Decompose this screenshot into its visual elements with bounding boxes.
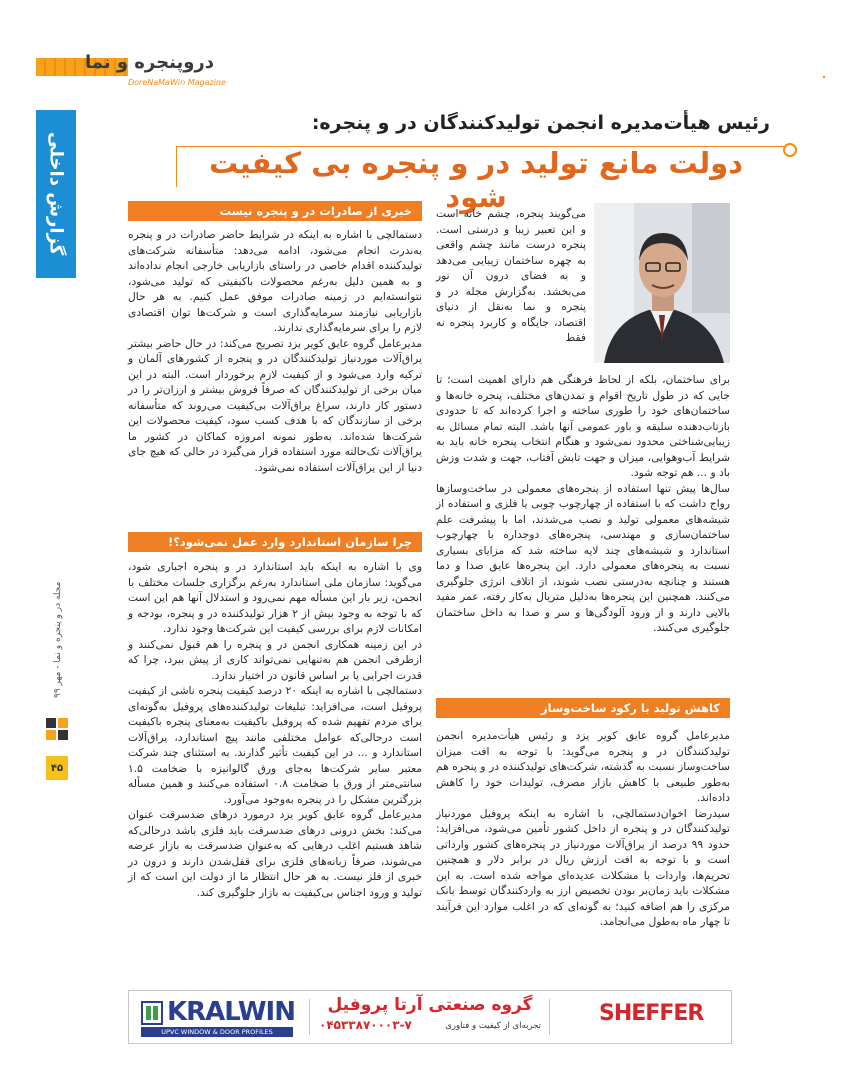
right-column-section <box>436 728 730 930</box>
paragraph: دستمالچی با اشاره به اینکه ۲۰ درصد کیفیت پنجره ناشی از کیفیت پروفیل است، می‌افزاید: تبلیغات تولیدکننده‌های پروفیل به‌گونه‌ای برای مردم تفهیم شده که پروفیل باکیفیت به‌معنای پنجره باکیفیت است درحالی‌که عوامل مختلفی مانند پیچ استاندارد، یراق‌آلات استاندارد و ... در این کیفیت تأثیر گذارند. به استثنای چند شرکت معتبر سایر شرکت‌ها به‌جای ورق گالوانیزه با ضخامت ۱.۵ سانتی‌متر از ورق با ضخامت ۰.۸ استفاده می‌کنند و همین مسأله بزرگترین مشکل را در پنجره به‌وجود می‌آورد. <box>128 684 422 806</box>
kralwin-name: KRALWIN <box>167 997 295 1027</box>
portrait-photo <box>594 203 730 363</box>
corner-mark <box>823 76 825 78</box>
ad-company-name: گروه صنعتی آرتا پروفیل <box>327 995 533 1015</box>
page-number: ۴۵ <box>46 756 68 780</box>
paragraph: مدیرعامل گروه عایق کویر یزد و رئیس هیأت‌مدیره انجمن تولیدکنندگان در و پنجره می‌گوید: با توجه به افت میزان ساخت‌وساز نسبت به گذشته، شرکت‌های تولیدکننده در و پنجره هم به‌طور طبیعی با کاهش بازار مصرف، تولیدات خود را کاهش داده‌اند. <box>436 729 730 804</box>
kralwin-logo <box>141 997 293 1037</box>
ad-phone: ۰۴۵۳۳۸۷۰۰۰۳-۷ <box>319 1018 412 1032</box>
left-column-section-1 <box>128 227 422 475</box>
paragraph: برای ساختمان، بلکه از لحاظ فرهنگی هم دارای اهمیت است؛ تا جایی که در طول تاریخ اقوام و تمدن‌های مختلف، پنجره خانه‌ها و ساختمان‌های خود را طوری ساخته و اجرا کرده‌اند که تا حدودی بازتاب‌دهنده سلیقه و باور عمومی آنها باشد. البته تمام مسائل به زیبایی‌شناختی محدود نمی‌شود و هنگام انتخاب پنجره خانه باید به شرایط آب‌وهوایی، میزان و جهت تابش آفتاب، جهت و شدت وزش باد و ... هم توجه شود. <box>436 373 730 479</box>
right-column-body <box>436 372 730 636</box>
left-column-section-2 <box>128 559 422 900</box>
paragraph: وی با اشاره به اینکه باید استاندارد در و پنجره اجباری شود، می‌گوید: سازمان ملی استاندارد به‌رغم برگزاری جلسات مختلف با انجمن، زیر بار این مسأله مهم نمی‌رود و استدلال آنها هم این است که با توجه به وجود بیش از ۲ هزار تولیدکننده در و پنجره، بودجه و امکانات لازم برای بررسی کیفیت این شرکت‌ها وجود ندارد. <box>128 560 422 635</box>
paragraph: مدیرعامل گروه عایق کویر یزد تصریح می‌کند: در حال حاضر بیشتر یراق‌آلات موردنیاز تولیدکنندگان در و پنجره از کشورهای آلمان و ترکیه وارد می‌شود و از کیفیت لازم برخوردار است. البته در این میان برخی از تولیدکنندگان که صرفاً فروش بیشتر و ارزان‌تر را در دستور کار دارند، سراغ یراق‌آلات بی‌کیفیت می‌روند که متأسفانه برخی از سازندگان که با هدف کسب سود، کیفیت محصولات این شرکت‌ها شده‌اند. به‌طور نمونه امروزه کماکان در کشور ما یراق‌آلات تک‌حالته مورد استفاده قرار می‌گیرد در حالی که هیچ جای دنیا از این یراق‌آلات استفاده نمی‌شود. <box>128 336 422 474</box>
paragraph: سیدرضا اخوان‌دستمالچی، با اشاره به اینکه پروفیل موردنیاز تولیدکنندگان در و پنجره از داخل کشور تأمین می‌شود، می‌افزاید: حدود ۹۹ درصد از یراق‌آلات موردنیاز در پنجره‌های کشور وارداتی است و با توجه به افت ارزش ریال در برابر دلار و همچنین تحریم‌ها، واردات با مشکلات عدیده‌ای مواجه شده است. به این مشکلات باید زمان‌بر بودن تخصیص ارز به واردکنندگان توسط بانک مرکزی را هم اضافه کنید؛ به گونه‌ای که در اغلب موارد این فرآیند تا چهار ماه به‌طول می‌انجامد. <box>436 806 730 928</box>
paragraph: دستمالچی با اشاره به اینکه در شرایط حاضر صادرات در و پنجره به‌ندرت انجام می‌شود، ادامه می‌دهد: متأسفانه شرکت‌های تولیدکننده اقدام خاصی در راستای بازاریابی خارجی انجام نداده‌اند و به همین دلیل به‌رغم محصولات باکیفیتی که تولید می‌شود، نتوانسته‌ایم در زمینه صادرات موفق عمل کنیم. به هر حال بازاریابی نیازمند سرمایه‌گذاری است و شرکت‌ها توان اقتصادی لازم را برای سرمایه‌گذاری ندارند. <box>128 228 422 334</box>
paragraph: در این زمینه همکاری انجمن در و پنجره را هم قبول نمی‌کنند و ازطرفی انجمن هم به‌تنهایی نمی‌تواند کاری از پیش ببرد، چرا که قدرت اجرایی یا بر اساس قانون در اختیار ندارد. <box>128 637 422 682</box>
paragraph: مدیرعامل گروه عایق کویر یزد درمورد درهای ضدسرقت عنوان می‌کند: بخش درونی درهای ضدسرقت باید فلزی باشد درحالی‌که شاهد هستیم اغلب درهایی که به‌عنوان ضدسرقت به بازار عرضه می‌شوند، صرفاً زبانه‌های فلزی برای قفل‌شدن دارند و درون در خبری از فلز نیست. به هر حال انتظار ما از دولت این است که از تولید و ورود اجناس بی‌کیفیت به بازار جلوگیری کند. <box>128 808 422 899</box>
ad-divider <box>309 999 310 1035</box>
section-heading: کاهش تولید با رکود ساخت‌وساز <box>436 698 730 718</box>
ad-divider <box>549 999 550 1035</box>
section-heading: چرا سازمان استاندارد وارد عمل نمی‌شود؟! <box>128 532 422 552</box>
section-strip <box>36 110 76 278</box>
kralwin-strip: UPVC WINDOW & DOOR PROFILES <box>141 1027 293 1037</box>
magazine-issue-info: مجله در و پنجره و نما - مهر ۹۹ <box>53 581 63 699</box>
kralwin-mark-icon <box>141 1001 163 1025</box>
section-label: گزارش داخلی <box>45 132 67 256</box>
advertisement-banner[interactable] <box>128 990 732 1044</box>
intro-paragraph: می‌گویند پنجره، چشم خانه است و این تعبیر زیبا و درستی است. پنجره درست مانند چشم واقعی به چهره ساختمان زیبایی می‌دهد و به فضای درون آن نور می‌بخشد. به‌گزارش مجله در و پنجره و نما به‌نقل از دنیای اقتصاد، جایگاه و کاربرد پنجره نه فقط <box>436 207 586 344</box>
section-heading: خبری از صادرات در و پنجره نیست <box>128 201 422 221</box>
ad-tagline: تجربه‌ای از کیفیت و فناوری <box>445 1021 541 1031</box>
headline: دولت مانع تولید در و پنجره بی کیفیت شود <box>209 146 743 214</box>
magazine-logo <box>36 52 226 96</box>
sheffer-logo: SHEFFER <box>599 1001 704 1026</box>
paragraph: سال‌ها پیش تنها استفاده از پنجره‌های معمولی در ساخت‌وسازها رواج داشت که با استفاده از چهارچوب چوبی یا فلزی و استفاده از شیشه‌های معمولی تولید و نصب می‌شدند، اما با پیشرفت علم ساختمان‌سازی و مهندسی، پنجره‌های دوجداره با چهارچوب استاندارد و شیشه‌های چند لایه ساخته شد که مزایای بسیاری نسبت به پنجره‌های معمولی دارد. این پنجره‌ها عایق صدا و دما هستند و چنانچه به‌درستی نصب شوند، از اتلاف انرژی جلوگیری می‌کنند. همچنین این پنجره‌ها به‌دلیل متریال به‌کار رفته، عمر مفید بالایی دارند و از ورود آلودگی‌ها و سر و صدا به داخل ساختمان جلوگیری می‌کنند. <box>436 481 730 634</box>
logo-name: دروپنجره و نما <box>85 52 214 73</box>
window-icon <box>44 716 70 742</box>
kicker: رئیس هیأت‌مدیره انجمن تولیدکنندگان در و پنجره: <box>311 112 770 134</box>
logo-subtitle: DoreNaMaWin Magazine <box>128 78 226 87</box>
